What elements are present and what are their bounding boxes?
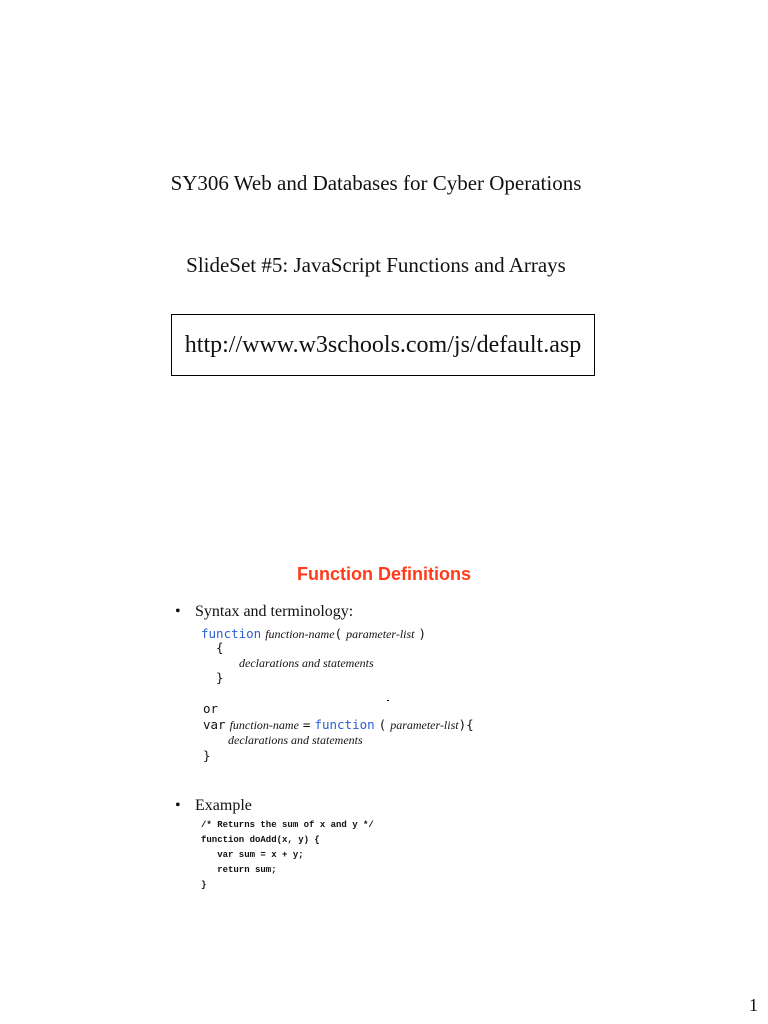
keyword-function: function bbox=[201, 626, 262, 641]
course-title: SY306 Web and Databases for Cyber Operations bbox=[170, 171, 582, 195]
close-brace: } bbox=[216, 670, 224, 685]
parameter-list-placeholder: parameter-list bbox=[346, 627, 415, 641]
bullet-example bbox=[175, 797, 252, 815]
close-brace-2: } bbox=[203, 748, 211, 763]
slide-heading: Function Definitions bbox=[297, 564, 471, 584]
bullet-dot: • bbox=[175, 797, 181, 814]
code-line: /* Returns the sum of x and y */ bbox=[201, 820, 374, 830]
keyword-function-2: function bbox=[314, 717, 375, 732]
open-paren: ( bbox=[334, 626, 343, 641]
close-paren: ) bbox=[418, 626, 427, 641]
bullet-dot: • bbox=[175, 603, 181, 620]
body-placeholder-2: declarations and statements bbox=[228, 733, 363, 747]
open-brace: { bbox=[216, 640, 224, 655]
body-placeholder: declarations and statements bbox=[239, 656, 374, 670]
bullet-syntax bbox=[175, 603, 353, 621]
example-code-block bbox=[201, 818, 374, 893]
slideset-title: SlideSet #5: JavaScript Functions and Arrays bbox=[186, 253, 566, 277]
code-line: return sum; bbox=[201, 865, 277, 875]
page-number: 1 bbox=[749, 995, 758, 1015]
code-line: } bbox=[201, 880, 207, 890]
close-paren-brace: ){ bbox=[458, 717, 474, 732]
bullet-text: Example bbox=[195, 797, 252, 814]
stray-mark bbox=[387, 700, 389, 701]
keyword-var: var bbox=[203, 717, 226, 732]
bullet-text: Syntax and terminology: bbox=[195, 603, 354, 620]
syntax-line-1 bbox=[201, 625, 426, 643]
code-line: var sum = x + y; bbox=[201, 850, 304, 860]
open-paren-2: ( bbox=[378, 717, 387, 732]
parameter-list-placeholder-2: parameter-list bbox=[390, 718, 459, 732]
or-text: or bbox=[203, 701, 219, 716]
function-name-placeholder: function-name bbox=[265, 627, 335, 641]
code-line: function doAdd(x, y) { bbox=[201, 835, 320, 845]
function-name-placeholder-2: function-name bbox=[229, 718, 299, 732]
url-link[interactable]: http://www.w3schools.com/js/default.asp bbox=[184, 331, 582, 358]
equals-sign: = bbox=[302, 717, 311, 732]
syntax-line-2 bbox=[203, 716, 474, 734]
url-box bbox=[171, 314, 595, 376]
